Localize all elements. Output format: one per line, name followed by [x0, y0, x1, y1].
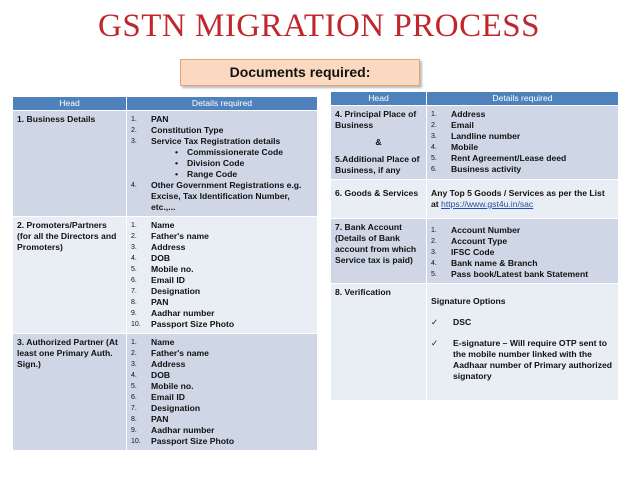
check-icon: ✓ [431, 317, 439, 327]
row-head-promoters: 2. Promoters/Partners (for all the Directors and Promoters) [13, 217, 127, 334]
row-details [427, 284, 619, 401]
sub-list-item: • Range Code [175, 169, 313, 180]
list-item: 5. Pass book/Latest bank Statement [431, 269, 589, 279]
list-item: 9. Aadhar number [131, 308, 215, 318]
list-item: 1. Name [131, 220, 175, 230]
row-head-place-of-business: 4. Principal Place of Business & 5.Additional Place of Business, if any [331, 106, 427, 180]
head-column-header: Head [13, 97, 127, 111]
row-head-goods-services: 6. Goods & Services [331, 180, 427, 219]
list-item: 6. Email ID [131, 392, 185, 402]
list-item: 2. Account Type [431, 236, 508, 246]
details-list [431, 225, 614, 280]
list-item: 5. Rent Agreement/Lease deed [431, 153, 567, 163]
list-item: 3. Landline number [431, 131, 521, 141]
list-item: 1. PAN [131, 114, 169, 124]
list-item: 10. Passport Size Photo [131, 436, 235, 446]
list-item: 5. Mobile no. [131, 381, 194, 391]
list-item: 4. Other Government Registrations e.g. Excise, Tax Identification Number, etc.,... [131, 180, 302, 212]
row-details [427, 106, 619, 180]
list-item: 2. Constitution Type [131, 125, 224, 135]
table-row [331, 180, 619, 219]
table-row [13, 334, 318, 451]
table-row [331, 219, 619, 284]
list-item: 6. Business activity [431, 164, 522, 174]
list-item: 2. Email [431, 120, 474, 130]
details-list [431, 109, 614, 175]
sac-list-link[interactable]: https://www.gst4u.in/sac [441, 199, 534, 209]
table-row [331, 284, 619, 401]
row-details [427, 219, 619, 284]
details-list [131, 220, 313, 330]
details-list [131, 114, 313, 213]
list-item: 9. Aadhar number [131, 425, 215, 435]
details-column-header: Details required [127, 97, 318, 111]
table-row [13, 217, 318, 334]
list-item: 8. PAN [131, 297, 169, 307]
signature-option: ✓ DSC [431, 317, 472, 327]
list-item: 1. Address [431, 109, 486, 119]
row-details: Any Top 5 Goods / Services as per the List at https://www.gst4u.in/sac [427, 180, 619, 219]
list-item: 3. IFSC Code [431, 247, 495, 257]
list-item: 10. Passport Size Photo [131, 319, 235, 329]
list-item: 4. DOB [131, 253, 171, 263]
row-details [127, 111, 318, 217]
list-item: 7. Designation [131, 403, 201, 413]
signature-option: ✓ E-signature – Will require OTP sent to the mobile number linked with the Aadhaar number of Primary authorized signatory [431, 338, 613, 381]
list-item: 6. Email ID [131, 275, 185, 285]
list-item: 2. Father's name [131, 231, 209, 241]
sub-list [151, 147, 313, 180]
head-column-header: Head [331, 92, 427, 106]
details-column-header: Details required [427, 92, 619, 106]
list-item: 3. Address [131, 242, 186, 252]
row-head-bank-account: 7. Bank Account (Details of Bank account from which Service tax is paid) [331, 219, 427, 284]
row-details [127, 217, 318, 334]
row-details [127, 334, 318, 451]
right-documents-table [330, 91, 619, 401]
list-item: 1. Name [131, 337, 175, 347]
list-item: 2. Father's name [131, 348, 209, 358]
sub-list-item: • Commissionerate Code [175, 147, 313, 158]
list-item: 7. Designation [131, 286, 201, 296]
list-item: 8. PAN [131, 414, 169, 424]
list-item: 4. DOB [131, 370, 171, 380]
documents-required-label: Documents required: [180, 59, 420, 86]
details-list [131, 337, 313, 447]
sub-list-item: • Division Code [175, 158, 313, 169]
list-item: 3. Address [131, 359, 186, 369]
row-head-business-details: 1. Business Details [13, 111, 127, 217]
table-row [13, 111, 318, 217]
page-title: GSTN MIGRATION PROCESS [98, 8, 540, 44]
left-documents-table [12, 96, 318, 451]
list-item: 3. Service Tax Registration details • Commissionerate Code • Division Code • Range Code [131, 136, 313, 180]
list-item: 4. Bank name & Branch [431, 258, 538, 268]
row-head-verification: 8. Verification [331, 284, 427, 401]
check-icon: ✓ [431, 338, 439, 348]
list-item: 4. Mobile [431, 142, 479, 152]
signature-options-title: Signature Options [431, 296, 506, 306]
list-item: 1. Account Number [431, 225, 521, 235]
list-item: 5. Mobile no. [131, 264, 194, 274]
table-row [331, 106, 619, 180]
row-head-authorized-partner: 3. Authorized Partner (At least one Primary Auth. Sign.) [13, 334, 127, 451]
